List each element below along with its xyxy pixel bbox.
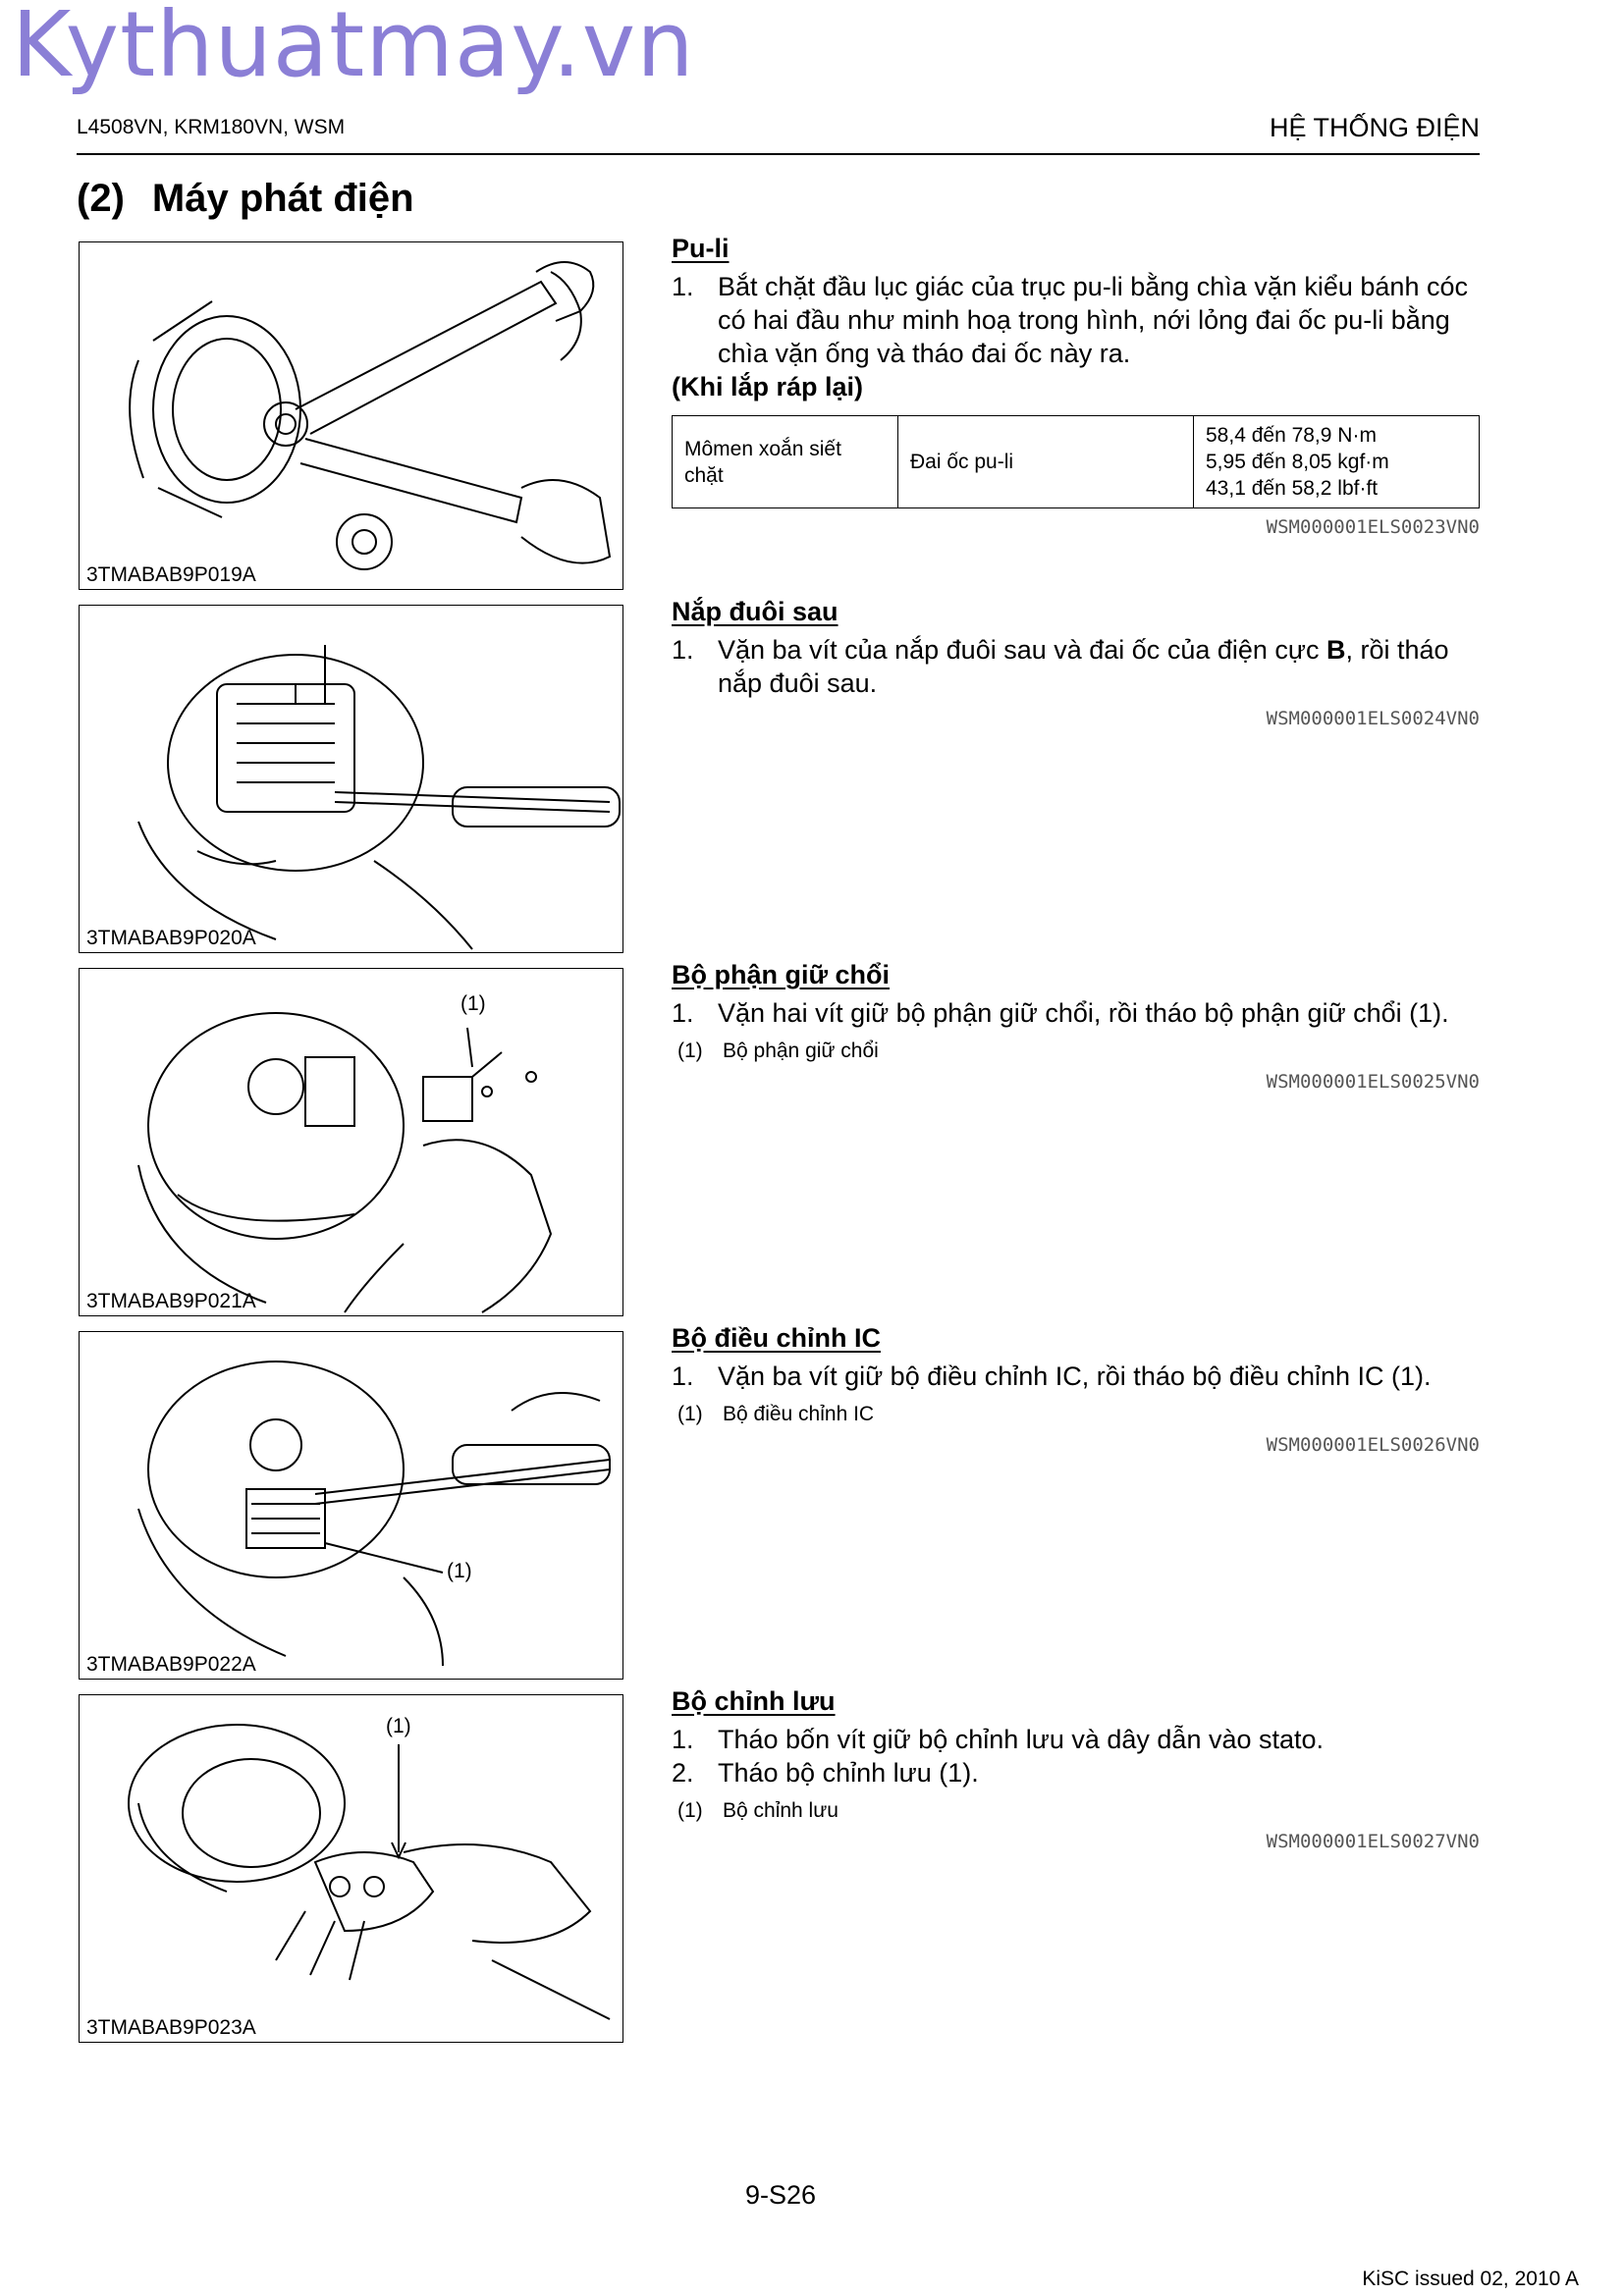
callout-note	[672, 1799, 1480, 1823]
figure-rectifier	[79, 1694, 623, 2043]
document-code: WSM000001ELS0023VN0	[1266, 516, 1480, 538]
note-number: (1)	[677, 1799, 703, 1822]
procedure-rear-cover	[672, 597, 1480, 729]
spec-value-lbfft: 43,1 đến 58,2 lbf·ft	[1206, 477, 1379, 500]
step-text-post: , rồi tháo nắp đuôi sau.	[718, 635, 1449, 698]
figure-caption: 3TMABAB9P021A	[86, 1290, 256, 1312]
procedure-heading: Nắp đuôi sau	[672, 597, 839, 626]
procedure-step	[672, 996, 1480, 1030]
figure-caption: 3TMABAB9P019A	[86, 563, 256, 586]
step-text-pre: Vặn ba vít của nắp đuôi sau và đai ốc của điện cực	[718, 635, 1326, 665]
step-text: Tháo bốn vít giữ bộ chỉnh lưu và dây dẫn vào stato.	[718, 1725, 1325, 1754]
header-divider	[77, 153, 1480, 155]
spec-value-nm: 58,4 đến 78,9 N·m	[1206, 424, 1377, 447]
procedure-heading: Pu-li	[672, 234, 730, 263]
procedure-step	[672, 1756, 1480, 1789]
figure-ic-regulator	[79, 1331, 623, 1680]
step-text: Tháo bộ chỉnh lưu (1).	[718, 1758, 979, 1788]
header-model: L4508VN, KRM180VN, WSM	[77, 116, 346, 138]
document-code: WSM000001ELS0024VN0	[1266, 708, 1480, 729]
procedure-heading: Bộ điều chỉnh IC	[672, 1323, 881, 1353]
rear-cover-screwdriver-illustration	[80, 606, 622, 951]
note-text: Bộ điều chỉnh IC	[723, 1403, 875, 1425]
step-text: Vặn ba vít giữ bộ điều chỉnh IC, rồi tháo bộ điều chỉnh IC (1).	[718, 1362, 1432, 1391]
figure-callout-label: (1)	[460, 992, 486, 1015]
section-number: (2)	[77, 177, 125, 220]
header-section: HỆ THỐNG ĐIỆN	[1269, 113, 1480, 142]
figure-caption: 3TMABAB9P023A	[86, 2016, 256, 2039]
figure-brush-holder	[79, 968, 623, 1316]
callout-note	[672, 1040, 1480, 1063]
ic-regulator-illustration	[80, 1332, 622, 1678]
note-number: (1)	[677, 1403, 703, 1425]
step-number: 1.	[672, 1362, 694, 1391]
step-number: 1.	[672, 1725, 694, 1754]
note-text: Bộ chỉnh lưu	[723, 1799, 839, 1822]
procedure-heading: Bộ chỉnh lưu	[672, 1686, 836, 1716]
figure-caption: 3TMABAB9P020A	[86, 927, 256, 949]
figure-callout-label: (1)	[447, 1560, 472, 1582]
rectifier-illustration	[80, 1695, 622, 2041]
torque-spec-table	[672, 415, 1480, 508]
document-code: WSM000001ELS0025VN0	[1266, 1071, 1480, 1093]
procedure-rectifier	[672, 1686, 1480, 1852]
section-name: Máy phát điện	[151, 177, 414, 220]
document-code: WSM000001ELS0026VN0	[1266, 1434, 1480, 1456]
section-title	[77, 177, 414, 221]
figure-pulley	[79, 241, 623, 590]
figure-callout-label: (1)	[386, 1715, 411, 1737]
spec-values	[1194, 416, 1480, 508]
figure-caption: 3TMABAB9P022A	[86, 1653, 256, 1676]
watermark-logo: Kythuatmay.vn	[12, 0, 695, 97]
procedure-brush-holder	[672, 960, 1480, 1093]
step-number: 1.	[672, 635, 694, 665]
procedure-pulley	[672, 234, 1480, 538]
spec-part: Đai ốc pu-li	[898, 416, 1194, 508]
reassembly-subheading: (Khi lắp ráp lại)	[672, 372, 864, 401]
procedure-step	[672, 1360, 1480, 1393]
note-number: (1)	[677, 1040, 703, 1062]
step-number: 2.	[672, 1758, 694, 1788]
alternator-wrench-illustration	[80, 242, 622, 588]
note-text: Bộ phận giữ chổi	[723, 1040, 879, 1062]
step-number: 1.	[672, 998, 694, 1028]
terminal-label: B	[1325, 635, 1346, 665]
callout-note	[672, 1403, 1480, 1426]
procedure-heading: Bộ phận giữ chổi	[672, 960, 891, 989]
step-text: Vặn hai vít giữ bộ phận giữ chổi, rồi tháo bộ phận giữ chổi (1).	[718, 998, 1449, 1028]
step-number: 1.	[672, 272, 694, 301]
procedure-ic-regulator	[672, 1323, 1480, 1456]
document-code: WSM000001ELS0027VN0	[1266, 1831, 1480, 1852]
procedure-step	[672, 270, 1480, 370]
figure-rear-cover	[79, 605, 623, 953]
step-text: Bắt chặt đầu lục giác của trục pu-li bằng chìa vặn kiểu bánh cóc có hai đầu như minh hoạ trong hình, nới lỏng đai ốc pu-li bằng chìa vặn ống và tháo đai ốc này ra.	[718, 272, 1468, 368]
procedure-step	[672, 1723, 1480, 1756]
procedure-step	[672, 633, 1480, 700]
spec-label: Mômen xoắn siết chặt	[673, 416, 898, 508]
spec-value-kgfm: 5,95 đến 8,05 kgf·m	[1206, 451, 1389, 473]
page-number: 9-S26	[744, 2180, 817, 2210]
issue-info: KiSC issued 02, 2010 A	[1362, 2268, 1579, 2290]
brush-holder-illustration	[80, 969, 622, 1314]
